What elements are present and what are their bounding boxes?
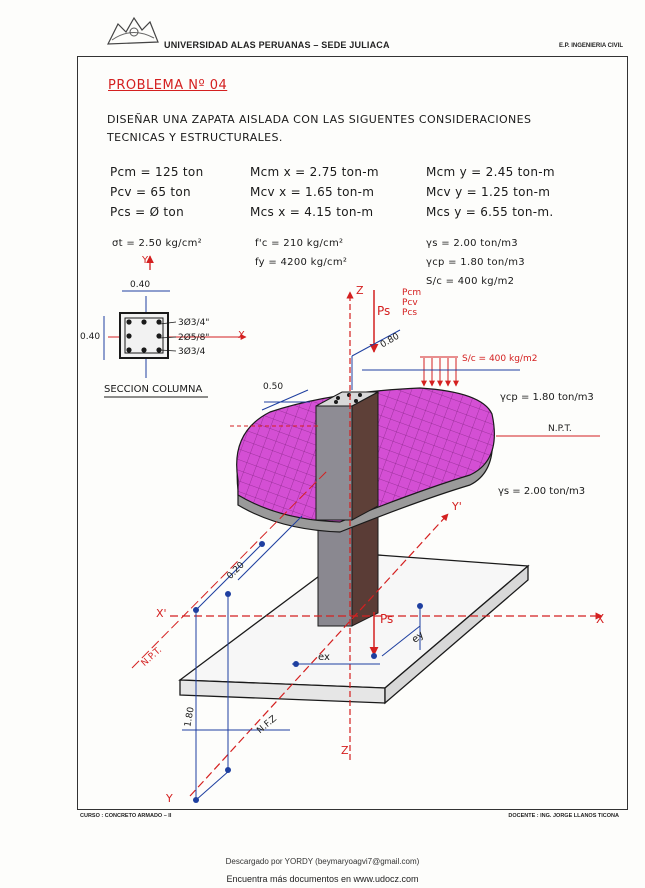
y-prime-label: Y' bbox=[452, 500, 462, 513]
ps-components bbox=[402, 288, 421, 318]
ps-component-cv: Pcv bbox=[402, 298, 418, 308]
section-y-label: Y bbox=[142, 255, 149, 266]
soil-weight-label: γs = 2.00 ton/m3 bbox=[498, 486, 586, 497]
x-label: X bbox=[596, 612, 605, 626]
section-dim-top: 0.40 bbox=[130, 280, 151, 290]
column-section-detail bbox=[104, 291, 246, 397]
soil-capacity: σt = 2.50 kg/cm² bbox=[112, 238, 202, 249]
ey-label: ey bbox=[409, 629, 427, 646]
rebar-label-3: 3Ø3/4 bbox=[178, 347, 206, 357]
y-label: Y bbox=[166, 792, 173, 805]
section-x-label: X bbox=[238, 330, 245, 341]
section-dim-left: 0.40 bbox=[80, 332, 101, 342]
statement-line-1: DISEÑAR UNA ZAPATA AISLADA CON LAS SIGUENTES CONSIDERACIONES bbox=[107, 113, 532, 126]
dim-080: 0.80 bbox=[378, 331, 402, 351]
moment-mcsy: Mcs y = 6.55 ton-m. bbox=[426, 205, 554, 219]
concrete-strength: f'c = 210 kg/cm² bbox=[255, 238, 344, 249]
dim-050: 0.50 bbox=[263, 382, 284, 392]
npt-label-right: N.P.T. bbox=[548, 424, 572, 434]
school-name: E.P. INGENIERIA CIVIL bbox=[558, 43, 623, 49]
rebar-label-1: 3Ø3/4" bbox=[178, 318, 210, 328]
lower-column bbox=[318, 520, 352, 626]
ps-component-cm: Pcm bbox=[402, 288, 422, 298]
moment-mcsx: Mcs x = 4.15 ton-m bbox=[250, 205, 374, 219]
moment-mcvy: Mcv y = 1.25 ton-m bbox=[426, 185, 551, 199]
moment-mcmx: Mcm x = 2.75 ton-m bbox=[250, 165, 379, 179]
soil-weight: γs = 2.00 ton/m3 bbox=[426, 238, 518, 249]
surcharge-arrows bbox=[420, 357, 458, 386]
load-pcs: Pcs = Ø ton bbox=[110, 205, 184, 219]
load-pcv: Pcv = 65 ton bbox=[110, 185, 191, 199]
x-prime-label: X' bbox=[156, 607, 167, 620]
load-pcm: Pcm = 125 ton bbox=[110, 165, 204, 179]
problem-title: PROBLEMA Nº 04 bbox=[108, 78, 228, 93]
download-link[interactable]: Encuentra más documentos en www.udocz.com bbox=[226, 874, 419, 884]
dim-180: 1.80 bbox=[183, 706, 197, 728]
ps-label-bottom: Ps bbox=[380, 612, 394, 626]
section-caption: SECCION COLUMNA bbox=[104, 384, 203, 395]
download-credit: Descargado por YORDY (beymaryoagvi7@gmail.com) bbox=[225, 857, 420, 866]
course-label: CURSO : CONCRETO ARMADO – II bbox=[80, 813, 172, 819]
rebar-label-2: 2Ø5/8" bbox=[178, 333, 210, 343]
z-prime-label: Z' bbox=[341, 744, 352, 757]
surcharge-label: S/c = 400 kg/m2 bbox=[462, 354, 538, 364]
npt-label-left: N.P.T. bbox=[139, 645, 165, 669]
live-load: S/c = 400 kg/m2 bbox=[426, 276, 515, 287]
moment-mcmy: Mcm y = 2.45 ton-m bbox=[426, 165, 555, 179]
upper-column bbox=[316, 392, 378, 520]
floor-weight: γcp = 1.80 ton/m3 bbox=[426, 257, 525, 268]
ps-label-top: Ps bbox=[377, 304, 391, 318]
university-name: UNIVERSIDAD ALAS PERUANAS – SEDE JULIACA bbox=[164, 40, 390, 50]
nfz-label: N.F.Z bbox=[255, 713, 279, 737]
statement-line-2: TECNICAS Y ESTRUCTURALES. bbox=[107, 131, 283, 144]
floor-weight-label: γcp = 1.80 ton/m3 bbox=[500, 392, 594, 403]
teacher-label: DOCENTE : ING. JORGE LLANOS TICONA bbox=[508, 813, 619, 819]
ex-label: ex bbox=[318, 652, 330, 663]
ps-component-cs: Pcs bbox=[402, 308, 418, 318]
dim-020: 0.20 bbox=[225, 560, 247, 582]
steel-yield: fy = 4200 kg/cm² bbox=[255, 257, 348, 268]
z-label: Z bbox=[356, 284, 364, 297]
moment-mcvx: Mcv x = 1.65 ton-m bbox=[250, 185, 375, 199]
